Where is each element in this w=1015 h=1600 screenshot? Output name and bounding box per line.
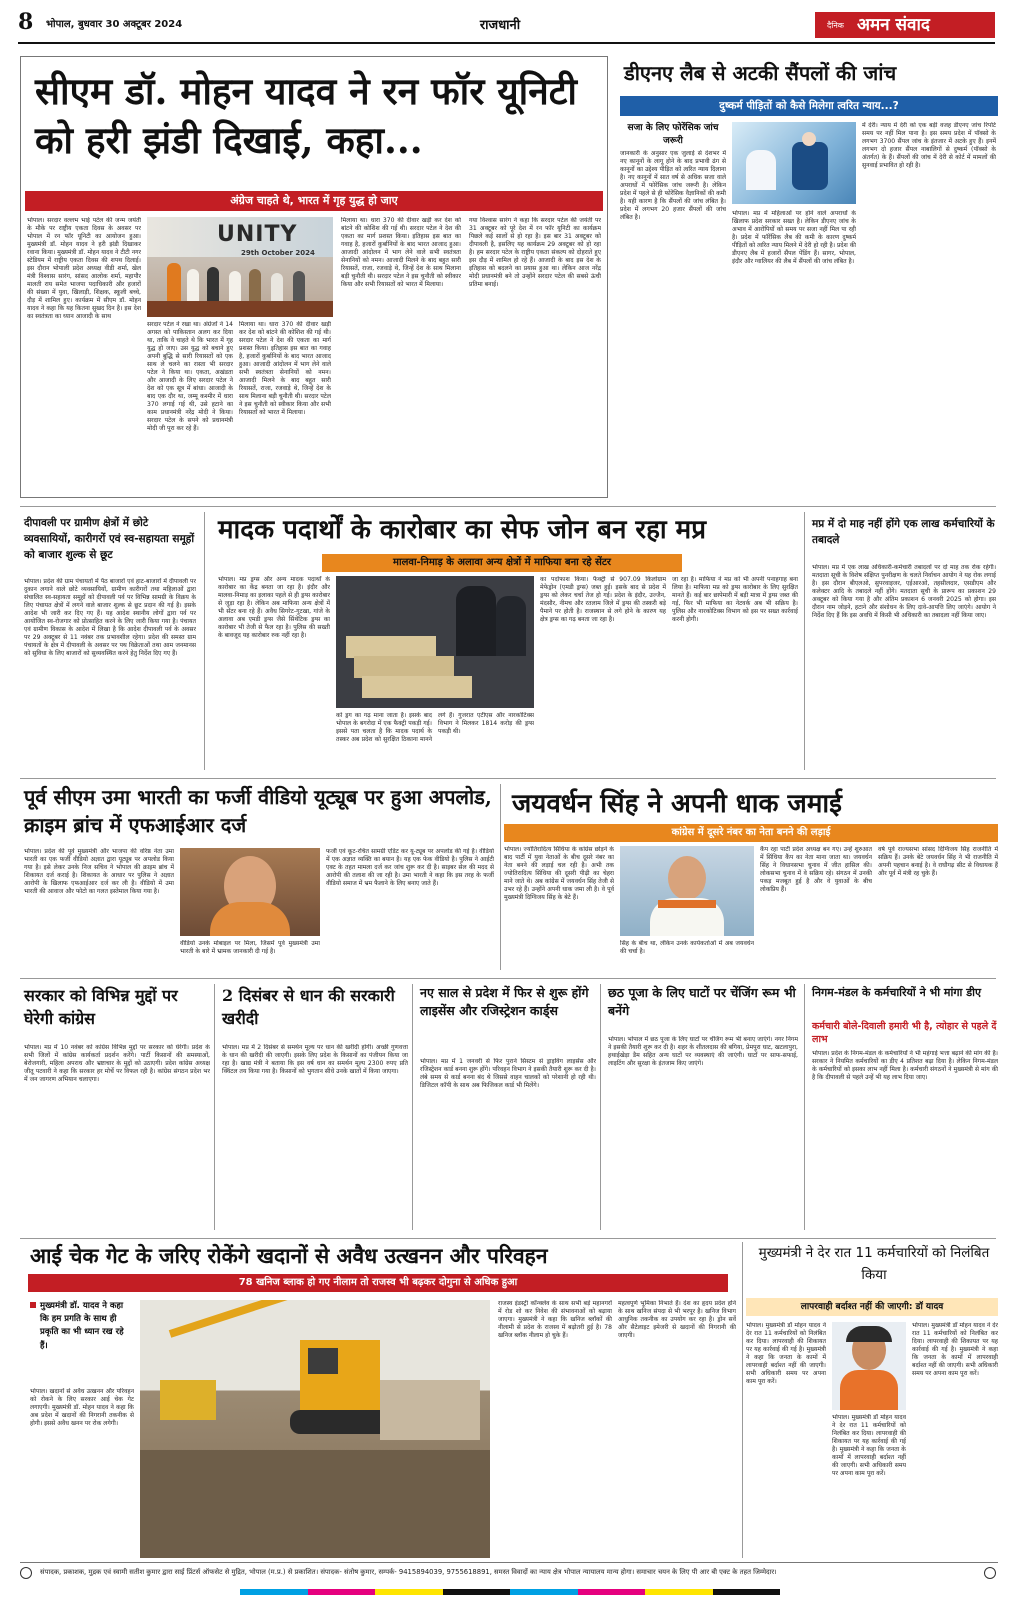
uma-bharti-photo (180, 848, 320, 936)
article-body: भोपाल। प्रदेश की ग्राम पंचायतों में पैठ बाजारों एवं हाट-बाजारों में दीपावली पर दुकान लगाने वाले छोटे व्यवसायियों, ग्रामीण कारीगरों तथा महिलाओं द्वारा संचालित स्व-सहायता समूहों को दीपावली पर्व पर विभिन्न सामग्री के विक्रय के लिए पंचायत क्षेत्रों में लगने वाले बाजार शुल्क से छूट प्रदान की गई है। इसके आदेश भी जारी कर दिए गए हैं। यह आदेश स्थानीय लोगों द्वारा पर्व पर आयोजित स्व-रोजगार को प्रोत्साहित करने के लिए जारी किया गया है। पंचायत एवं ग्रामीण विकास के आदेश में लिखा है कि आदेश दीपावली पर्व के अवसर पर 29 अक्टूबर से 11 नवंबर तक प्रभावशील रहेगा। प्रदेश की समस्त ग्राम पंचायतों के क्षेत्र में दीपावली के अवसर पर पथ विक्रेताओं तथा आम जनमानस को सुविधा के लिए बाजारों को सुव्यवस्थित करने हेतु निर्देश दिए गए हैं। (24, 578, 196, 658)
subheadline-bar (504, 824, 998, 842)
article-body-col2: कैंप रहा पार्टी प्रदेश अध्यक्ष बन गए। उन्हें शुरुआत में सिंधिया कैंप का नेता माना जाता था। जयवर्धन सिंह ने विधानसभा चुनाव में जीत हासिल की। लोकसभा चुनाव में वे सक्रिय रहे। संगठन में उनकी पकड़ मजबूत हुई है और वे युवाओं के बीच लोकप्रिय हैं। (760, 846, 872, 894)
headline: निगम-मंडल के कर्मचारियों ने भी मांगा डीए (812, 986, 982, 999)
article-body: भोपाल। प्रदेश के निगम-मंडल के कर्मचारियों ने भी महंगाई भत्ता बढ़ाने की मांग की है। सरकार ने नियमित कर्मचारियों का डीए 4 प्रतिशत बढ़ा दिया है। लेकिन निगम-मंडल के कर्मचारियों को इसका लाभ नहीं मिला है। कर्मचारी संगठनों ने मुख्यमंत्री से मांग की है कि दीपावली से पहले उन्हें भी यह लाभ दिया जाए। (812, 1050, 998, 1082)
register-mark-left (20, 1567, 32, 1579)
article-body: भोपाल। मप्र में 1 जनवरी से फिर पुराने सिस्टम से ड्राइविंग लाइसेंस और रजिस्ट्रेशन कार्ड बनना शुरू होंगे। परिवहन विभाग ने इसकी तैयारी शुरू कर दी है। लंबे समय से कार्ड बनना बंद थे जिससे वाहन चालकों को परेशानी हो रही थी। डिजिटल कॉपी के साथ अब फिजिकल कार्ड भी मिलेंगे। (420, 1058, 596, 1090)
article-chhath-changing-rooms (604, 984, 800, 1234)
article-body-col4: मिलाया था। धारा 370 की दीवार खड़ी कर देश को बांटने की कोशिश की गई थी। सरदार पटेल ने देश की एकता का मार्ग प्रशस्त किया। इतिहास इस बात का गवाह है, हजारों कुर्बानियों के बाद भारत आजाद हुआ। आजादी आंदोलन में भाग लेने वाले सभी स्वतंत्रता सेनानियों को नमन। आजादी मिलने के बाद बहुत सारी रियासतें, राजा, रजवाड़े थे, जिन्हें देश के साथ मिलाना बड़ी चुनौती थी। सरदार पटेल ने इस चुनौती को स्वीकार किया और सभी रियासतों को भारत में मिलाया। (341, 217, 461, 289)
article-run-for-unity (20, 56, 608, 498)
article-body-col3: में देरी। न्याय में देरी को एक बड़ी वजह डीएनए जांच रिपोर्ट समय पर नहीं मिल पाना है। इस समय प्रदेश में पॉक्सो के लगभग 3700 सैंपल जांच के इंतजार में अटके हुए हैं। इनमें लगभग दो हजार सैंपल नाबालिगों से दुष्कर्म (पॉक्सो के अंतर्गत) के हैं। सैंपलों की जांच में देरी से कोर्ट में मामलों की सुनवाई प्रभावित हो रही है। (862, 122, 996, 170)
headline: नए साल से प्रदेश में फिर से शुरू होंगे लाइसेंस और रजिस्ट्रेशन कार्ड्स (420, 985, 589, 1019)
article-mining-check-gate (20, 1242, 738, 1560)
color-bar (240, 1589, 780, 1595)
cm-mohan-yadav-photo (832, 1322, 906, 1410)
article-body-col1: भोपाल। ज्योतिरादित्य सिंधिया के कांग्रेस छोड़ने के बाद पार्टी में युवा नेताओं के बीच दूसरे नंबर का नेता बनने की लड़ाई चल रही है। अभी तक ज्योतिरादित्य सिंधिया की दूसरी पीढ़ी का चेहरा माने जाते थे। अब कांग्रेस में जयवर्धन सिंह तेजी से उभर रहे हैं। उन्होंने अपनी धाक जमा ली है। वे पूर्व मुख्यमंत्री दिग्विजय सिंह के बेटे हैं। (504, 846, 614, 902)
subheadline-bar (28, 1274, 728, 1292)
subheadline-text: 78 खनिज ब्लाक हो गए नीलाम तो राजस्व भी बढ़कर दोगुना से अधिक हुआ (238, 1277, 518, 1288)
headline: डीएनए लैब से अटकी सैंपलों की जांच (624, 61, 897, 85)
article-body-col1: जानकारी के अनुसार एक जुलाई से देशभर में नए कानूनों के लागू होने के बाद प्रभावी ढंग से कानूनों का उद्देश्य पीड़ित को त्वरित न्याय दिलाना है। नए कानूनों में सात वर्ष से अधिक सजा वाले अपराधों में फोरेंसिक जांच जरूरी है। लेकिन प्रदेश में पहले से ही फोरेंसिक वैज्ञानिकों की कमी है। यही कारण है कि सैंपलों की जांच लंबित है। प्रदेश में लगभग 20 हजार सैंपलों की जांच लंबित है। (620, 150, 726, 222)
register-mark-right (984, 1567, 996, 1579)
article-body-col2: भोपाल। मप्र में महिलाओं पर होने वाले अपराधों के खिलाफ प्रदेश सरकार सख्त है। लेकिन डीएनए जांच के अभाव में आरोपियों को समय पर सजा नहीं मिल पा रही है। प्रदेश में फॉरेंसिक लैब की कमी के कारण दुष्कर्म पीड़ितों को त्वरित न्याय मिलने में देरी हो रही है। प्रदेश की डीएनए लैब में हजारों सैंपल पेंडिंग हैं। सागर, भोपाल, इंदौर और ग्वालियर की लैब में सैंपलों की जांच लंबित है। (732, 210, 856, 266)
article-body-col1: भोपाल। खदानों से अवैध उत्खनन और परिवहन को रोकने के लिए सरकार आई चेक गेट लगाएगी। मुख्यमंत्री डॉ. मोहन यादव ने कहा कि अब प्रदेश में खदानों की निगरानी तकनीक से होगी। इससे अवैध खनन पर रोक लगेगी। (30, 1388, 134, 1428)
headline: दीपावली पर ग्रामीण क्षेत्रों में छोटे व्यवसायियों, कारीगरों एवं स्व-सहायता समूहों को बाजार शुल्क से छूट (24, 517, 195, 561)
article-licence-cards (416, 984, 596, 1234)
imprint-text: संपादक, प्रकाशक, मुद्रक एवं स्वामी सतीश कुमार द्वारा साई प्रिंटर्स ऑफसेट से मुद्रित, भोपाल (म.प्र.) से प्रकाशित। संपादक- संतोष कुमार, सम्पर्क- 9415894039, 9755618891, समस्त विवादों का न्याय क्षेत्र भोपाल न्यायालय मान्य होगा। समाचार चयन के लिए पी आर बी एक्ट के तहत जिम्मेदार। (40, 1568, 777, 1576)
article-body-col1: भोपाल। सरदार वल्लभ भाई पटेल की जन्म जयंती के मौके पर राष्ट्रीय एकता दिवस के अवसर पर भोपाल में रन फॉर यूनिटी का आयोजन हुआ। मुख्यमंत्री डॉ. मोहन यादव ने हरी झंडी दिखाकर रवाना किया। मुख्यमंत्री डॉ. मोहन यादव ने टीटी नगर स्टेडियम में राष्ट्रीय एकता दिवस की शपथ दिलाई। इस दौरान भोपाली प्रदेश अध्यक्ष वीडी शर्मा, खेल मंत्री विश्वास सारंग, सांसद आलोक शर्मा, महापौर मालती राय समेत भाजपा पदाधिकारी और हजारों की संख्या में युवा, खिलाड़ी, शिक्षक, स्कूली बच्चे, दौड़ में शामिल हुए। कार्यक्रम में सीएम डॉ. मोहन यादव ने कहा कि यह कितना सुखद दिन है। इस देश का स्वतंत्रता का ध्यान आजादी के साथ (27, 217, 141, 321)
article-body-col2: भोपाल। मुख्यमंत्री डॉ मोहन यादव ने देर रात 11 कर्मचारियों को निलंबित कर दिया। लापरवाही की शिकायत पर यह कार्रवाई की गई है। मुख्यमंत्री ने कहा कि जनता के कामों में लापरवाही बर्दाश्त नहीं की जाएगी। सभी अधिकारी समय पर अपना काम पूरा करें। (832, 1414, 906, 1478)
page-footer (20, 1562, 998, 1596)
article-paddy-procurement (218, 984, 408, 1234)
article-body-col2: राजस्व इंडस्ट्री कॉन्क्लेव के साथ सभी बड़े महानगरों में रोड शो कर निवेश की संभावनाओं को बढ़ाया जाएगा। मुख्यमंत्री ने कहा कि खनिज ब्लॉकों की नीलामी से प्रदेश के राजस्व में बढ़ोतरी हुई है। 78 खनिज ब्लॉक नीलाम हो चुके हैं। (498, 1300, 612, 1340)
article-body-col3: महत्वपूर्ण भूमिका निभाते हैं। देश का हृदय प्रदेश होने के साथ खनिज संपदा से भी भरपूर है। खनिज विभाग आधुनिक तकनीक का उपयोग कर रहा है। ड्रोन सर्वे और सैटेलाइट इमेजरी से खदानों की निगरानी की जाएगी। (618, 1300, 736, 1340)
subheadline-text: दुष्कर्म पीड़ितों को कैसे मिलेगा त्वरित न्याय...? (719, 100, 899, 112)
article-diwali-exemption (20, 512, 200, 774)
article-body-col1: भोपाल। मप्र ड्रग्स और अन्य मादक पदार्थों के कारोबार का केंद्र बनता जा रहा है। इंदौर और मालवा-निमाड़ का इलाका पहले से ही ड्रग्स कारोबार से जुड़ा रहा है। लेकिन अब माफिया अन्य क्षेत्रों में भी सेंटर बना रहे हैं। अवैध सिगरेट-गुटखा, गांजे के अलावा अब एमडी ड्रग्स जैसे सिंथेटिक ड्रग्स का कारोबार भी तेजी से फैल रहा है। पुलिस की सख्ती के बावजूद यह कारोबार रुक नहीं रहा है। (218, 576, 330, 640)
article-body: भोपाल। मप्र में 2 दिसंबर से समर्थन मूल्य पर धान की खरीदी होगी। अच्छी गुणवत्ता के धान की खरीदी की जाएगी। इसके लिए प्रदेश के किसानों का पंजीयन किया जा रहा है। खाद्य मंत्री ने बताया कि इस वर्ष धान का समर्थन मूल्य 2300 रुपए प्रति क्विंटल तय किया गया है। किसानों को भुगतान सीधे उनके खातों में किया जाएगा। (222, 1044, 408, 1076)
article-body-col3: का पर्दाफाश किया। फैक्ट्री से 907.09 किलोग्राम मेफेड्रोन (एमडी ड्रग्स) जब्त हुई। इसके बाद से प्रदेश में ड्रग्स को लेकर चर्चा तेज हो गई। प्रदेश के इंदौर, उज्जैन, मंदसौर, नीमच और रतलाम जिले में ड्रग्स की तस्करी बड़े पैमाने पर होती है। राजस्थान से लगे होने के कारण यह क्षेत्र ड्रग्स का गढ़ बनता जा रहा है। (540, 576, 666, 624)
article-body-col2: को ड्रग का गढ़ माना जाता है। इसके बाद भोपाल के बगरोदा में एक फैक्ट्री पकड़ी गई। इससे पता चलता है कि मादक पदार्थ के तस्कर अब प्रदेश को सुरक्षित ठिकाना मानने लगे हैं। गुजरात एटीएस और नारकोटिक्स विभाग ने मिलकर 1814 करोड़ की ड्रग्स पकड़ी थी। (336, 712, 534, 744)
article-congress-protest (20, 984, 210, 1234)
headline: जयवर्धन सिंह ने अपनी धाक जमाई (512, 789, 842, 819)
seized-drugs-photo (336, 576, 534, 708)
headline: मादक पदार्थों के कारोबार का सेफ जोन बन रहा मप्र (218, 515, 707, 545)
subheadline-text: मालवा-निमाड़ के अलावा अन्य क्षेत्रों में माफिया बना रहे सेंटर (393, 557, 611, 568)
headline: छठ पूजा के लिए घाटों पर चेंजिंग रूम भी बनेंगे (608, 985, 796, 1019)
subheadline-text: कांग्रेस में दूसरे नंबर का नेता बनने की लड़ाई (671, 827, 831, 838)
article-cm-suspends-employees (746, 1242, 998, 1560)
article-body: भोपाल। मप्र में एक लाख अधिकारी-कर्मचारी तबादलों पर दो माह तक रोक रहेगी। मतदाता सूची के विशेष संक्षिप्त पुनरीक्षण के चलते निर्वाचन आयोग ने यह रोक लगाई है। इस दौरान बीएलओ, सुपरवाइजर, एईआरओ, तहसीलदार, एसडीएम और कलेक्टर आदि के तबादले नहीं होंगे। मतदाता सूची के प्रारूप का प्रकाशन 29 अक्टूबर को किया गया है और अंतिम प्रकाशन 6 जनवरी 2025 को होगा। इस दौरान नाम जोड़ने, हटाने और संशोधन के लिए दावे-आपत्ति लिए जाएंगे। आयोग ने निर्देश दिए हैं कि इस अवधि में किसी भी अधिकारी का तबादला नहीं किया जाए। (812, 564, 996, 620)
subheadline: कर्मचारी बोले-दिवाली हमारी भी है, त्योहार से पहले दें लाभ (812, 1021, 997, 1046)
headline: मप्र में दो माह नहीं होंगे एक लाख कर्मचारियों के तबादले (812, 518, 995, 547)
header-left-block (18, 9, 348, 36)
banner-date: 29th October 2024 (241, 249, 315, 257)
excavator-photo (140, 1300, 490, 1558)
article-body-col5: गया विश्वास सारंग ने कहा कि सरदार पटेल की जयंती पर 31 अक्टूबर को पूरे देश में रन फॉर यूनिटी का कार्यक्रम पिछले कई सालों से हो रहा है। इस बार 31 अक्टूबर को दीपावली है, इसलिए यह कार्यक्रम 29 अक्टूबर को हो रहा है। हम सरदार पटेल के राष्ट्रीय एकता संकल्प को दोहराते हुए इस दौड़ में शामिल हो रहे हैं। आजादी के बाद इस देश के इतिहास को बदलने का प्रयास हुआ था। लेकिन आज नरेंद्र मोदी प्रधानमंत्री बने तो उन्होंने सरदार पटेल की सबसे ऊंची प्रतिमा बनाई। (469, 217, 601, 289)
side-heading: सजा के लिए फोरेंसिक जांच जरूरी (627, 123, 719, 146)
subheadline-bar (620, 96, 998, 116)
article-body-col4: जा रहा है। माफिया ने मप्र को भी अपनी पनाहगाह बना लिया है। माफिया मप्र को ड्रग्स कारोबार के लिए सुरक्षित मानते हैं। कई बार छापेमारी में बड़ी मात्रा में ड्रग्स जब्त की गई, फिर भी माफिया का नेटवर्क अब भी सक्रिय है। पुलिस और नारकोटिक्स विभाग को इस पर सख्त कार्रवाई करनी होगी। (672, 576, 798, 624)
article-body-col3: मिलाया था। धारा 370 की दीवार खड़ी कर देश को बांटने की कोशिश की गई थी। सरदार पटेल ने देश की एकता का मार्ग प्रशस्त किया। इतिहास इस बात का गवाह है, हजारों कुर्बानियों के बाद भारत आजाद हुआ। आजादी आंदोलन में भाग लेने वाले सभी स्वतंत्रता सेनानियों को नमन। आजादी मिलने के बाद बहुत सारी रियासतें, राजा, रजवाड़े थे, जिन्हें देश के साथ मिलाना बड़ी चुनौती थी। सरदार पटेल ने इस चुनौती को स्वीकार किया और सभी रियासतों को भारत में मिलाया। (239, 321, 331, 417)
headline: आई चेक गेट के जरिए रोकेंगे खदानों से अवैध उत्खनन और परिवहन (30, 1243, 548, 1268)
headline: 2 दिसंबर से धान की सरकारी खरीदी (222, 986, 395, 1029)
subheadline-bar (322, 554, 682, 572)
headline: सीएम डॉ. मोहन यादव ने रन फॉर यूनिटी को हरी झंडी दिखाई, कहा... (35, 69, 578, 162)
pull-quote-text: मुख्यमंत्री डॉ. यादव ने कहा कि हम प्रगति के साथ ही प्रकृति का भी ध्यान रख रहे हैं। (40, 1301, 124, 1351)
quote-bullet-icon (30, 1302, 36, 1308)
article-transfers-ban (808, 512, 998, 774)
brand-small: दैनिक (827, 21, 844, 30)
page-number: 8 (18, 9, 34, 35)
section-name: राजधानी (479, 18, 521, 33)
photo-caption: सिंह के बीच था, लेकिन उनके कार्यकर्ताओं में अब जयवर्धन की चर्चा है। (620, 940, 754, 956)
article-corporation-da (808, 984, 998, 1234)
article-body: भोपाल। मप्र में 10 नवंबर को कांग्रेस विभिन्न मुद्दों पर सरकार को घेरेगी। प्रदेश के सभी जिलों में कांग्रेस कार्यकर्ता प्रदर्शन करेंगे। पार्टी किसानों की समस्याओं, बेरोजगारी, महिला अपराध और भ्रष्टाचार के मुद्दों को उठाएगी। प्रदेश कांग्रेस अध्यक्ष जीतू पटवारी ने कहा कि सरकार हर मोर्चे पर विफल रही है। कांग्रेस संगठन प्रदेश भर में जन जागरण अभियान चलाएगा। (24, 1044, 210, 1084)
banner-text: UNITY (217, 222, 298, 247)
article-body: भोपाल। भोपाल में छठ पूजा के लिए घाटों पर चेंजिंग रूम भी बनाए जाएंगे। नगर निगम ने इसकी तैयारी शुरू कर दी है। शहर के शीतलदास की बगिया, प्रेमपुरा घाट, खटलापुरा, हथाईखेड़ा डैम सहित अन्य घाटों पर व्यवस्थाएं की जाएंगी। घाटों पर साफ-सफाई, लाइटिंग और सुरक्षा के इंतजाम किए जाएंगे। (608, 1036, 798, 1068)
page-header (0, 0, 1015, 46)
article-body-col1: भोपाल। प्रदेश की पूर्व मुख्यमंत्री और भाजपा की वरिष्ठ नेता उमा भारती का एक फर्जी वीडियो अज्ञात द्वारा यूट्यूब पर अपलोड किया गया है। इसे लेकर उनके निज सचिव ने भोपाल की क्राइम ब्रांच में शिकायत दर्ज कराई है। शिकायत के आधार पर पुलिस ने अज्ञात आरोपी के खिलाफ एफआईआर दर्ज कर ली है। वीडियो में उमा भारती की आवाज और फोटो का गलत इस्तेमाल किया गया है। (24, 848, 174, 896)
jaivardhan-singh-photo (620, 846, 754, 936)
forensic-lab-photo (732, 122, 856, 204)
header-date: भोपाल, बुधवार 30 अक्टूबर 2024 (46, 19, 183, 30)
subheadline-bar: अंग्रेज चाहते थे, भारत में गृह युद्ध हो जाए (25, 191, 603, 211)
article-body-col1: भोपाल। मुख्यमंत्री डॉ मोहन यादव ने देर रात 11 कर्मचारियों को निलंबित कर दिया। लापरवाही की शिकायत पर यह कार्रवाई की गई है। मुख्यमंत्री ने कहा कि जनता के कामों में लापरवाही बर्दाश्त नहीं की जाएगी। सभी अधिकारी समय पर अपना काम पूरा करें। (746, 1322, 826, 1386)
subheadline-text: लापरवाही बर्दाश्त नहीं की जाएगी: डॉ यादव (800, 1302, 944, 1312)
headline: पूर्व सीएम उमा भारती का फर्जी वीडियो यूट्यूब पर हुआ अपलोड, क्राइम ब्रांच में एफआईआर दर्ज (24, 785, 492, 837)
article-jaivardhan-singh (504, 784, 998, 974)
brand-name: अमन संवाद (857, 15, 930, 35)
headline: मुख्यमंत्री ने देर रात 11 कर्मचारियों को निलंबित किया (758, 1245, 990, 1284)
headline: सरकार को विभिन्न मुद्दों पर घेरेगी कांग्रेस (24, 986, 178, 1029)
article-drugs-safe-zone (210, 510, 800, 774)
subheadline-bar (746, 1298, 998, 1316)
article-body-col2: फर्जी एवं कूट-रचित सामग्री एडिट कर यू-ट्यूब पर अपलोड की गई है। वीडियो में एक अज्ञात व्यक्ति का बयान है। यह एक फेक वीडियो है। पुलिस ने आईटी एक्ट के तहत मामला दर्ज कर जांच शुरू कर दी है। साइबर सेल की मदद से आरोपी की तलाश की जा रही है। उमा भारती ने कहा कि इस तरह के फर्जी वीडियो समाज में भ्रम फैलाने के लिए बनाए जाते हैं। (326, 848, 494, 888)
brand-block (815, 12, 995, 38)
article-dna-lab (620, 56, 998, 500)
article-uma-bharti-video (20, 784, 496, 974)
photo-caption: वीडियो उनके मोबाइल पर मिला, जिसमें पूर्व मुख्यमंत्री उमा भारती के बारे में भ्रामक जानकारी दी गई है। (180, 940, 320, 956)
run-for-unity-photo (147, 217, 333, 317)
article-body-col3: वर्ष पूर्व राज्यसभा सांसद दिग्विजय सिंह राजनीति में सक्रिय हैं। उनके बेटे जयवर्धन सिंह ने भी राजनीति में अपनी पहचान बनाई है। वे राघौगढ़ सीट से विधायक हैं और पूर्व में मंत्री रह चुके हैं। (878, 846, 998, 878)
article-body-col3: भोपाल। मुख्यमंत्री डॉ मोहन यादव ने देर रात 11 कर्मचारियों को निलंबित कर दिया। लापरवाही की शिकायत पर यह कार्रवाई की गई है। मुख्यमंत्री ने कहा कि जनता के कामों में लापरवाही बर्दाश्त नहीं की जाएगी। सभी अधिकारी समय पर अपना काम पूरा करें। (912, 1322, 998, 1378)
article-body-col2: सरदार पटेल ने रखा था। अंग्रेजों ने 14 अगस्त को पाकिस्तान अलग कर दिया था, ताकि वे चाहते थे कि भारत में गृह युद्ध हो जाए। उस युद्ध को बचाने हुए अपनी बुद्धि से सारी रियासतों को एक साथ ले चलने का रास्ता भी सरदार पटेल ने किया था। एकता, अखंडता और आजादी के लिए सरदार पटेल ने देश को एक सूत्र में बांधा। आजादी के बाद एक दौर था, जम्मू कश्मीर में धारा 370 लगाई गई थी, उसे हटाने का काम प्रधानमंत्री नरेंद्र मोदी ने किया। सरदार पटेल के सपने को प्रधानमंत्री मोदी जी पूरा कर रहे हैं। (147, 321, 233, 433)
pull-quote (30, 1300, 134, 1353)
